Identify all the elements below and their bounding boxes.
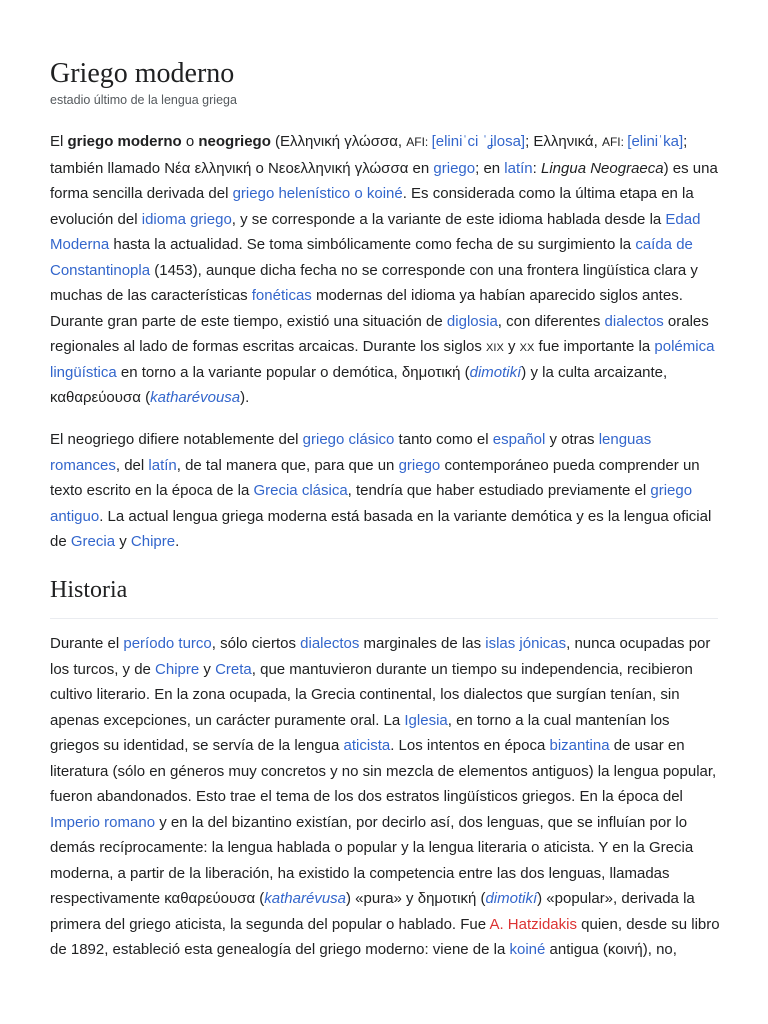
article-link[interactable]: diglosia — [446, 312, 498, 330]
article-link[interactable]: latín — [148, 456, 177, 474]
text-run: . Los intentos en época — [390, 737, 550, 754]
article-link[interactable]: Grecia — [70, 533, 116, 550]
article-link[interactable]: dialectos — [300, 635, 360, 652]
text-run: fue importante la — [534, 338, 655, 355]
article-link[interactable]: islas jónicas — [485, 635, 567, 652]
text-run: , con diferentes — [497, 312, 605, 330]
afi-label: AFI: — [601, 135, 628, 149]
paragraph-comparison — [50, 427, 722, 555]
article-link[interactable]: griego — [398, 456, 441, 474]
article-link[interactable]: Imperio romano — [50, 813, 156, 831]
text-run: , que mantuvieron durante un tiempo su independencia, recibieron cultivo literario. En la zona ocupada, la Grecia continental, los dialectos que surgían tenían, sin apenas excepciones, un carácter puramente oral. La — [50, 660, 693, 729]
article-link[interactable]: fonéticas — [251, 287, 312, 304]
bold-term: neogriego — [198, 133, 271, 150]
article-link[interactable]: Creta — [215, 660, 252, 678]
century-numeral: xx — [519, 338, 535, 355]
text-run: y — [503, 338, 520, 355]
text-run: El — [50, 133, 68, 150]
article-link[interactable]: dimotikí — [485, 890, 538, 907]
text-run: ) es una forma sencilla derivada del — [50, 159, 718, 202]
article-link[interactable]: Edad Moderna — [50, 210, 701, 253]
text-run: ) «pura» y δημοτική ( — [346, 890, 486, 907]
article-link[interactable]: idioma griego — [141, 210, 232, 228]
century-numeral: xix — [486, 338, 504, 355]
text-run: ). — [240, 389, 250, 406]
text-run: , en torno a la cual mantenían los griegos su identidad, se servía de la lengua — [50, 711, 670, 754]
article-link[interactable]: caída de Constantinopla — [50, 236, 693, 279]
article-link[interactable]: griego antiguo — [50, 482, 693, 525]
article-link[interactable]: [eliniˈci ˈʝlosa] — [431, 133, 526, 150]
article-link[interactable]: griego clásico — [302, 431, 395, 448]
article-link[interactable]: período turco — [123, 635, 212, 652]
text-run: , sólo ciertos — [211, 635, 301, 652]
text-run: , del — [115, 456, 149, 474]
article-link[interactable]: [eliniˈka] — [627, 133, 684, 150]
text-run: antigua (κοινή), no, — [545, 941, 677, 958]
article-link[interactable]: koiné — [509, 941, 546, 958]
text-run: ; en — [475, 159, 505, 177]
text-run: . — [175, 533, 180, 550]
text-run: tanto como el — [394, 431, 493, 448]
text-run: y — [115, 533, 131, 550]
text-run: , tendría que haber estudiado previamente el — [347, 482, 651, 499]
text-run: ; Ελληνικά, — [525, 133, 602, 150]
text-run: y en la del bizantino existían, por decirlo así, dos lenguas, que se influían por lo demás recíprocamente: la lengua hablada o popular y la lengua literaria o aticista. Y en la Grecia moderna, a partir de la liberación, ha existido la competencia entre las dos lenguas, llamadas respectivamente καθαρεύουσα ( — [50, 813, 694, 907]
italic-term: Lingua Neograeca — [541, 159, 664, 177]
text-run: modernas del idioma ya habían aparecido siglos antes. Durante gran parte de este tiempo, existió una situación de — [50, 287, 683, 330]
text-run: y otras — [545, 431, 599, 448]
text-run: quien, desde su libro de 1892, estableció esta genealogía del griego moderno: viene de la — [50, 915, 720, 958]
text-run: contemporáneo pueda comprender un texto escrito en la época de la — [50, 456, 700, 499]
section-divider — [50, 618, 718, 619]
article-link[interactable]: aticista — [343, 737, 391, 754]
text-run: , y se corresponde a la variante de este idioma hablada desde la — [231, 210, 666, 228]
article-link[interactable]: latín — [504, 159, 533, 177]
text-run: orales regionales al lado de formas escritas arcaicas. Durante los siglos — [50, 312, 709, 355]
article-link[interactable]: dialectos — [604, 312, 664, 330]
text-run: (1453), aunque dicha fecha no se corresponde con una frontera lingüística clara y muchas de las características — [50, 261, 698, 304]
paragraph-historia — [50, 631, 722, 963]
article-link[interactable]: Iglesia — [404, 711, 448, 729]
article-link[interactable]: Chipre — [130, 533, 176, 550]
text-run: de usar en literatura (sólo en géneros muy concretos y no sin mezcla de elementos antiguos) la lengua popular, fueron abandonados. Esto trae el tema de los dos estratos lingüísticos griegos. En la época del — [50, 737, 717, 805]
article-link[interactable]: dimotikí — [469, 363, 522, 381]
article-link[interactable]: Chipre — [155, 660, 200, 678]
article-link[interactable]: bizantina — [549, 737, 610, 754]
article-link[interactable]: polémica lingüística — [50, 338, 715, 381]
text-run: (Ελληνική γλώσσα, — [270, 133, 407, 150]
page-title: Griego moderno — [50, 58, 235, 89]
text-run: . La actual lengua griega moderna está basada en la variante demótica y es la lengua oficial de — [50, 507, 712, 550]
text-run: El neogriego difiere notablemente del — [50, 431, 303, 448]
article-link[interactable]: katharévousa — [150, 389, 241, 406]
section-heading-historia: Historia — [50, 577, 128, 603]
text-run: o — [181, 133, 199, 150]
text-run: ; también llamado Νέα ελληνική o Νεοελληνική γλώσσα en — [50, 133, 688, 177]
article-link[interactable]: griego helenístico o koiné — [232, 185, 403, 202]
text-run: hasta la actualidad. Se toma simbólicamente como fecha de su surgimiento la — [109, 236, 636, 253]
text-run: , nunca ocupadas por los turcos, y de — [50, 635, 711, 678]
text-run: ) «popular», derivada la primera del griego aticista, la segunda del popular o hablado. Fue — [50, 890, 695, 933]
article-link[interactable]: katharévusa — [264, 890, 347, 907]
page-subtitle: estadio último de la lengua griega — [50, 93, 237, 107]
text-run: . Es considerada como la última etapa en la evolución del — [50, 185, 694, 228]
text-run: Durante el — [50, 635, 124, 652]
bold-term: griego moderno — [67, 133, 182, 150]
article-link[interactable]: lenguas romances — [50, 431, 652, 474]
paragraph-intro — [50, 129, 722, 411]
missing-article-link[interactable]: A. Hatzidakis — [489, 915, 577, 933]
article-link[interactable]: español — [492, 431, 546, 448]
article-link[interactable]: Grecia clásica — [253, 482, 348, 499]
text-run: ) y la culta arcaizante, καθαρεύουσα ( — [50, 363, 668, 406]
text-run: : — [532, 159, 541, 177]
text-run: y — [199, 660, 216, 678]
text-run: en torno a la variante popular o demótica, δημοτική ( — [116, 363, 470, 381]
text-run: marginales de las — [359, 635, 486, 652]
article-link[interactable]: griego — [433, 159, 476, 177]
text-run: , de tal manera que, para que un — [176, 456, 399, 474]
afi-label: AFI: — [406, 135, 432, 149]
